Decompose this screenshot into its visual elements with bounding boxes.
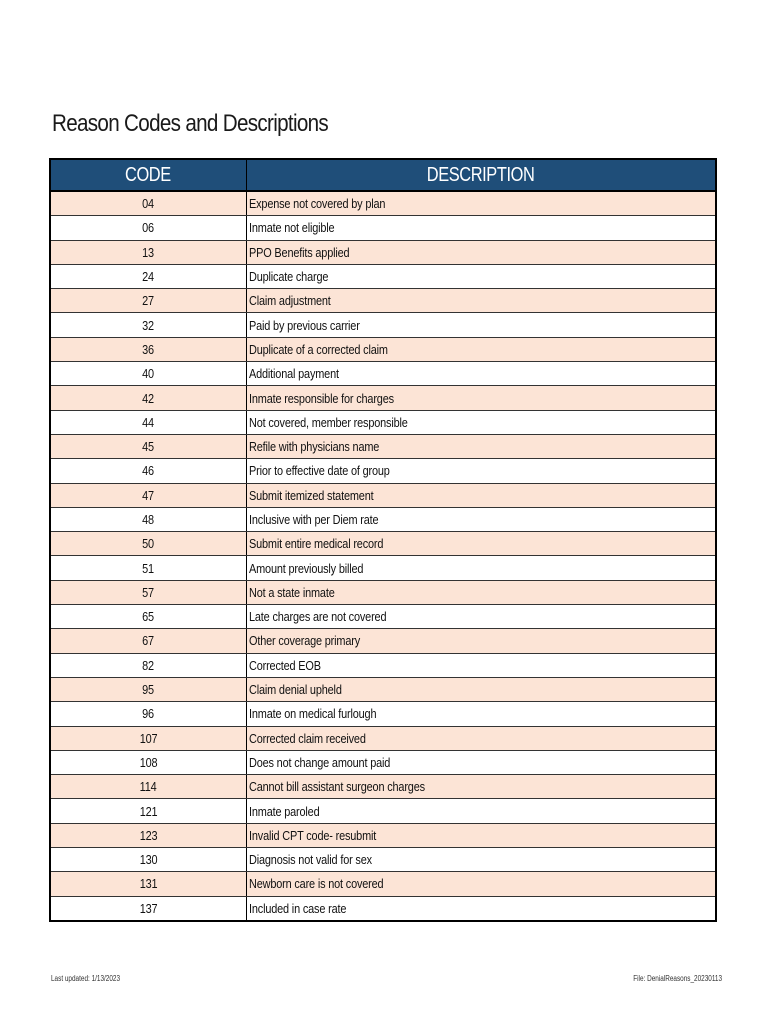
table-row [50,313,716,337]
reason-description-cell: Claim adjustment [246,289,716,313]
table-row [50,872,716,896]
table-row [50,337,716,361]
table-row [50,896,716,921]
table-row [50,362,716,386]
reason-description-cell: Refile with physicians name [246,434,716,458]
table-row [50,848,716,872]
reason-description-cell: Inclusive with per Diem rate [246,507,716,531]
table-row [50,702,716,726]
table-row [50,823,716,847]
table-row [50,459,716,483]
reason-code-cell: 24 [50,264,246,288]
description-column-header: DESCRIPTION [246,159,716,191]
reason-description-cell: Diagnosis not valid for sex [246,848,716,872]
reason-code-cell: 45 [50,434,246,458]
reason-code-cell: 65 [50,605,246,629]
reason-code-cell: 47 [50,483,246,507]
reason-code-cell: 46 [50,459,246,483]
reason-description-cell: Submit itemized statement [246,483,716,507]
reason-code-cell: 130 [50,848,246,872]
reason-description-cell: Inmate paroled [246,799,716,823]
reason-code-cell: 131 [50,872,246,896]
reason-code-cell: 107 [50,726,246,750]
table-row [50,386,716,410]
reason-description-cell: Amount previously billed [246,556,716,580]
table-row [50,216,716,240]
reason-codes-table [49,158,717,922]
reason-description-cell: Newborn care is not covered [246,872,716,896]
reason-code-cell: 27 [50,289,246,313]
reason-description-cell: Prior to effective date of group [246,459,716,483]
reason-code-cell: 121 [50,799,246,823]
table-row [50,653,716,677]
table-row [50,264,716,288]
reason-description-cell: Inmate not eligible [246,216,716,240]
table-row [50,775,716,799]
reason-description-cell: Inmate responsible for charges [246,386,716,410]
reason-code-cell: 123 [50,823,246,847]
reason-code-cell: 57 [50,580,246,604]
reason-code-cell: 04 [50,191,246,216]
table-row [50,483,716,507]
reason-description-cell: Included in case rate [248,900,346,916]
reason-description-cell: Does not change amount paid [246,750,716,774]
reason-code-cell: 13 [50,240,246,264]
table-row [50,556,716,580]
reason-description-cell: Duplicate charge [246,264,716,288]
reason-code-cell: 96 [50,702,246,726]
reason-description-cell: Claim denial upheld [246,677,716,701]
reason-description-cell: Additional payment [246,362,716,386]
reason-description-cell: Other coverage primary [246,629,716,653]
table-row [50,240,716,264]
reason-code-cell: 82 [50,653,246,677]
table-row [50,507,716,531]
reason-description-cell: Cannot bill assistant surgeon charges [246,775,716,799]
reason-code-cell: 48 [50,507,246,531]
table-row [50,629,716,653]
table-row [50,580,716,604]
last-updated-footer: Last updated: 1/13/2023 [51,974,121,983]
table-row [50,605,716,629]
table-row [50,799,716,823]
reason-description-cell: Paid by previous carrier [246,313,716,337]
reason-description-cell: Submit entire medical record [246,532,716,556]
reason-description-cell: Late charges are not covered [246,605,716,629]
reason-code-cell: 95 [50,677,246,701]
reason-description-cell: Corrected EOB [246,653,716,677]
reason-code-cell: 32 [50,313,246,337]
reason-description-cell: Invalid CPT code- resubmit [246,823,716,847]
reason-description-cell: PPO Benefits applied [246,240,716,264]
reason-code-cell: 40 [50,362,246,386]
table-header-row [50,159,716,191]
reason-code-cell: 42 [50,386,246,410]
reason-description-cell: Corrected claim received [246,726,716,750]
file-name-footer: File: DenialReasons_20230113 [633,974,722,983]
table-row [50,532,716,556]
reason-code-cell: 108 [50,750,246,774]
reason-code-cell: 137 [50,896,246,921]
table-row [50,750,716,774]
table-row [50,726,716,750]
reason-code-cell: 114 [50,775,246,799]
reason-code-cell: 36 [50,337,246,361]
reason-code-cell: 50 [50,532,246,556]
reason-description-cell: Duplicate of a corrected claim [246,337,716,361]
table-row [50,677,716,701]
table-row [50,289,716,313]
reason-description-cell: Not a state inmate [246,580,716,604]
reason-code-cell: 51 [50,556,246,580]
page-title: Reason Codes and Descriptions [52,110,329,137]
table-row [50,410,716,434]
reason-code-cell: 06 [50,216,246,240]
reason-description-cell: Expense not covered by plan [246,191,716,216]
table-row [50,191,716,216]
reason-description-cell: Not covered, member responsible [246,410,716,434]
reason-code-cell: 44 [50,410,246,434]
reason-description-cell: Inmate on medical furlough [246,702,716,726]
table-row [50,434,716,458]
code-column-header: CODE [50,159,246,191]
reason-code-cell: 67 [50,629,246,653]
table-body [50,191,716,921]
